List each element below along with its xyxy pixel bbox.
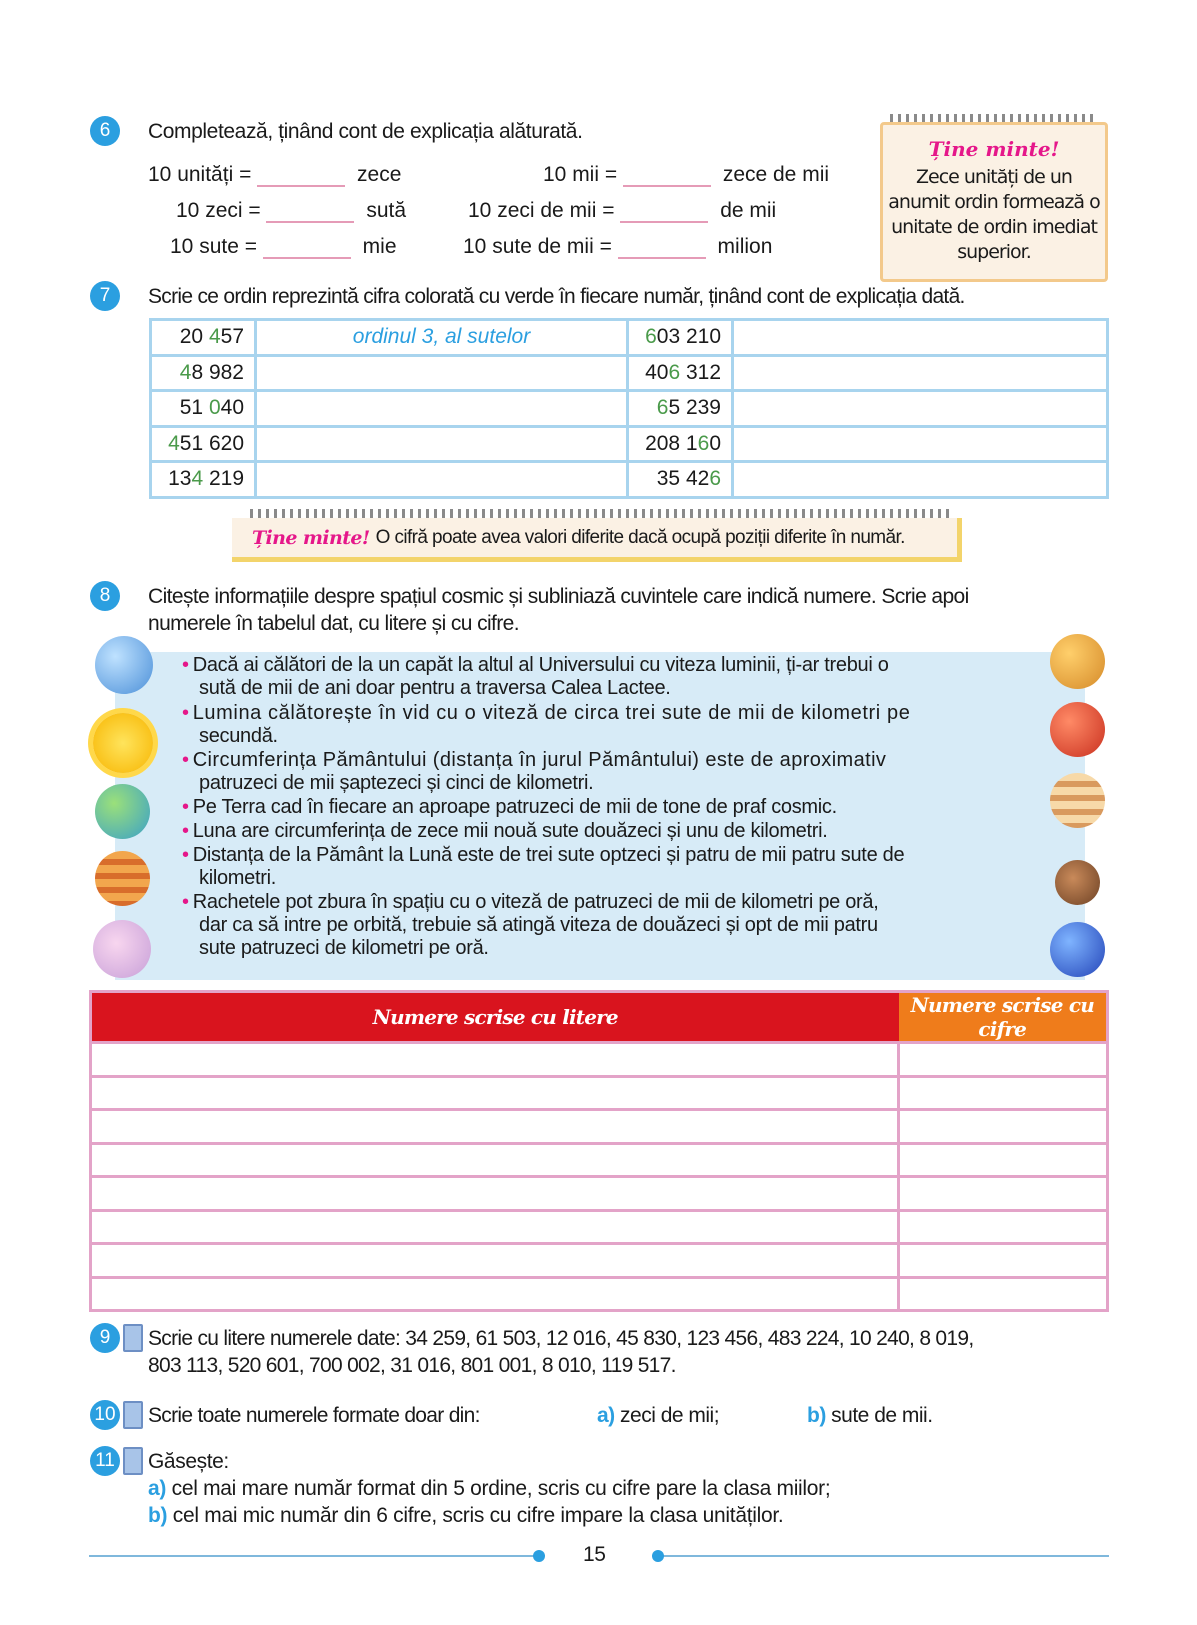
exercise-11-a: a) cel mai mare număr format din 5 ordine, scris cu cifre pare la clasa miilor; — [148, 1477, 831, 1500]
bullet-4: • Pe Terra cad în fiecare an aproape patruzeci de mii de tone de praf cosmic. — [182, 796, 837, 818]
answer-cell[interactable] — [733, 391, 1108, 427]
number-cell: 20 457 — [151, 320, 256, 356]
venus-icon — [1050, 634, 1105, 689]
sun-icon — [93, 713, 153, 773]
exercise-6-badge: 6 — [90, 116, 120, 146]
remember-line: anumit ordin formează o — [888, 191, 1100, 213]
table-row — [151, 426, 1108, 462]
neptune-icon — [1050, 922, 1105, 977]
number-cell: 603 210 — [628, 320, 733, 356]
bullet-6: • Distanța de la Pământ la Lună este de trei sute optzeci și patru de mii patru sute de kilometri. — [182, 844, 905, 889]
letters-cell[interactable] — [91, 1076, 899, 1110]
number-cell: 48 982 — [151, 355, 256, 391]
answer-blank[interactable] — [620, 203, 708, 223]
footer-dot — [533, 1550, 545, 1562]
ex6-unit: mie — [362, 235, 397, 258]
answer-cell[interactable] — [256, 355, 628, 391]
letters-cell[interactable] — [91, 1277, 899, 1311]
remember-note-6 — [880, 122, 1108, 282]
answer-cell[interactable] — [733, 426, 1108, 462]
exercise-10-badge: 10 — [90, 1400, 120, 1430]
page-number: 15 — [583, 1543, 606, 1566]
answer-blank[interactable] — [266, 203, 354, 223]
saturn-icon — [93, 920, 151, 978]
bullet-5: • Luna are circumferința de zece mii nouă sute douăzeci și unu de kilometri. — [182, 820, 828, 842]
letters-cell[interactable] — [91, 1143, 899, 1177]
remember-line: unitate de ordin imediat — [891, 216, 1097, 238]
letters-cell[interactable] — [91, 1110, 899, 1144]
digits-cell[interactable] — [899, 1143, 1108, 1177]
exercise-10-a: a) zeci de mii; — [597, 1404, 720, 1427]
notebook-icon — [123, 1447, 143, 1475]
remember-note-7 — [232, 518, 962, 562]
ex6-label: 10 zeci de mii = — [468, 199, 615, 222]
ex6-row-2-left — [176, 199, 406, 223]
table-row — [151, 320, 1108, 356]
ex6-unit: de mii — [720, 199, 777, 222]
letters-cell[interactable] — [91, 1210, 899, 1244]
ex6-row-1-right — [543, 163, 829, 187]
answer-cell[interactable] — [733, 462, 1108, 498]
remember-text: O cifră poate avea valori diferite dacă ocupă poziții diferite în număr. — [375, 526, 905, 548]
footer-line-right — [660, 1555, 1109, 1557]
answer-blank[interactable] — [618, 239, 706, 259]
exercise-8-instruction-1: Citește informațiile despre spațiul cosmic și subliniază cuvintele care indică numere. Scrie apoi — [148, 585, 969, 608]
planet-icon — [95, 636, 153, 694]
table-row — [91, 1177, 1108, 1211]
answer-cell[interactable]: ordinul 3, al sutelor — [256, 320, 628, 356]
table-row — [91, 1143, 1108, 1177]
footer-dot — [652, 1550, 664, 1562]
jupiter-icon — [95, 851, 150, 906]
notebook-icon — [123, 1324, 143, 1352]
ex6-unit: sută — [366, 199, 407, 222]
ex6-label: 10 zeci = — [176, 199, 261, 222]
digits-cell[interactable] — [899, 1277, 1108, 1311]
number-cell: 35 426 — [628, 462, 733, 498]
exercise-10-text: Scrie toate numerele formate doar din: — [148, 1404, 480, 1427]
exercise-9-badge: 9 — [90, 1323, 120, 1353]
table-row — [151, 391, 1108, 427]
number-cell: 208 160 — [628, 426, 733, 462]
ex6-row-3-left — [170, 235, 397, 259]
bullet-1: • Dacă ai călători de la un capăt la altul al Universului cu viteza luminii, ți-ar trebui o sută de mii de ani doar pentru a traversa Calea Lactee. — [182, 654, 889, 699]
exercise-8-badge: 8 — [90, 581, 120, 611]
ex6-row-1-left — [148, 163, 401, 187]
table-row — [151, 355, 1108, 391]
answer-cell[interactable] — [256, 426, 628, 462]
exercise-6-instruction: Completează, ținând cont de explicația alăturată. — [148, 120, 583, 143]
bullet-3: • Circumferința Pământului (distanța în jurul Pământului) este de aproximativ patruzeci de mii șaptezeci și cinci de kilometri. — [182, 749, 887, 794]
table-row — [91, 1210, 1108, 1244]
digits-cell[interactable] — [899, 1043, 1108, 1077]
table-row — [151, 462, 1108, 498]
ex6-label: 10 sute de mii = — [463, 235, 612, 258]
remember-title: Ține minte! — [928, 137, 1060, 161]
exercise-10-b: b) sute de mii. — [807, 1404, 933, 1427]
answer-cell[interactable] — [733, 320, 1108, 356]
table-row — [91, 1110, 1108, 1144]
mars-icon — [1050, 702, 1105, 757]
table-row — [91, 1244, 1108, 1278]
ex6-label: 10 mii = — [543, 163, 618, 186]
jupiter-icon — [1050, 773, 1105, 828]
letters-cell[interactable] — [91, 1244, 899, 1278]
answer-cell[interactable] — [733, 355, 1108, 391]
exercise-11-badge: 11 — [90, 1446, 120, 1476]
answer-blank[interactable] — [623, 167, 711, 187]
remember-line: superior. — [957, 241, 1031, 263]
earth-icon — [95, 784, 150, 839]
exercise-7-badge: 7 — [90, 281, 120, 311]
order-table — [149, 318, 1109, 499]
answer-blank[interactable] — [257, 167, 345, 187]
table-row — [91, 1043, 1108, 1077]
answer-cell[interactable] — [256, 391, 628, 427]
exercise-11-text: Găsește: — [148, 1450, 229, 1473]
table-header — [91, 992, 1108, 1043]
ex6-unit: zece — [357, 163, 402, 186]
answer-blank[interactable] — [263, 239, 351, 259]
numbers-table — [89, 990, 1109, 1312]
table-row — [91, 1277, 1108, 1311]
digits-cell[interactable] — [899, 1244, 1108, 1278]
notebook-icon — [123, 1401, 143, 1429]
digits-cell[interactable] — [899, 1110, 1108, 1144]
ex6-unit: milion — [717, 235, 773, 258]
number-cell: 65 239 — [628, 391, 733, 427]
ex6-row-3-right — [463, 235, 772, 259]
bullet-7: • Rachetele pot zbura în spațiu cu o viteză de patruzeci de mii de kilometri pe oră, dar ca să intre pe orbită, trebuie să atingă viteza de douăzeci și opt de mii patru sute patruzeci de kilometri pe oră. — [182, 891, 879, 959]
exercise-7-instruction: Scrie ce ordin reprezintă cifra colorată cu verde în fiecare număr, ținând cont de explicația dată. — [148, 285, 965, 308]
digits-cell[interactable] — [899, 1076, 1108, 1110]
number-cell: 51 040 — [151, 391, 256, 427]
header-digits: Numere scrise cu cifre — [899, 992, 1108, 1043]
remember-title: Ține minte! — [252, 526, 370, 549]
ex6-row-2-right — [468, 199, 776, 223]
comet-icon — [1055, 860, 1100, 905]
exercise-11-b: b) cel mai mic număr din 6 cifre, scris cu cifre impare la clasa unităților. — [148, 1504, 784, 1527]
remember-line: Zece unități de un — [916, 166, 1072, 188]
number-cell: 451 620 — [151, 426, 256, 462]
footer-line-left — [89, 1555, 539, 1557]
number-cell: 134 219 — [151, 462, 256, 498]
number-cell: 406 312 — [628, 355, 733, 391]
header-letters: Numere scrise cu litere — [91, 992, 899, 1043]
exercise-9-line-2: 803 113, 520 601, 700 002, 31 016, 801 001, 8 010, 119 517. — [148, 1354, 676, 1377]
letters-cell[interactable] — [91, 1177, 899, 1211]
table-row — [91, 1076, 1108, 1110]
ex6-label: 10 sute = — [170, 235, 257, 258]
ex6-unit: zece de mii — [722, 163, 830, 186]
digits-cell[interactable] — [899, 1210, 1108, 1244]
answer-cell[interactable] — [256, 462, 628, 498]
exercise-8-instruction-2: numerele în tabelul dat, cu litere și cu cifre. — [148, 612, 519, 635]
bullet-2: • Lumina călătorește în vid cu o viteză de circa trei sute de mii de kilometri pe secundă. — [182, 702, 911, 747]
ex6-label: 10 unități = — [148, 163, 252, 186]
digits-cell[interactable] — [899, 1177, 1108, 1211]
letters-cell[interactable] — [91, 1043, 899, 1077]
exercise-9-line-1: Scrie cu litere numerele date: 34 259, 61 503, 12 016, 45 830, 123 456, 483 224, 10 240, 8 019, — [148, 1327, 974, 1350]
